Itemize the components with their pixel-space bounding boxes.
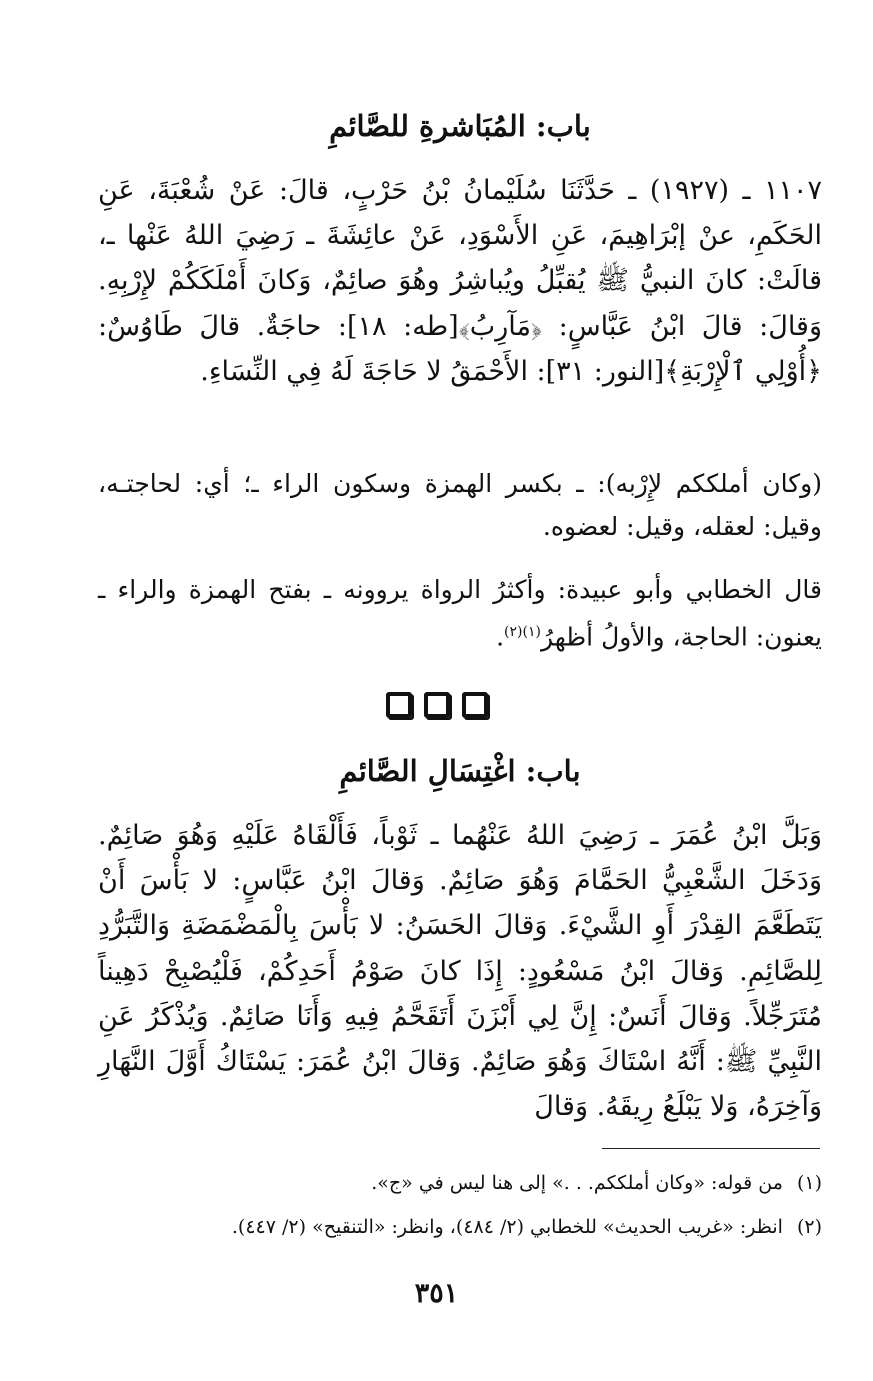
footnote-1	[98, 1168, 822, 1198]
footnote-divider	[602, 1148, 820, 1149]
commentary-paragraph-1: (وكان أملككم لإِرْبه): ـ بكسر الهمزة وسكون الراء ـ؛ أي: لحاجتـه، وقيل: لعقله، وقيل: لعضوه.	[98, 469, 822, 541]
bab-label: باب:	[525, 754, 581, 788]
footnote-number: (١)	[796, 1172, 822, 1194]
hadith-paragraph: ١١٠٧ ـ (١٩٢٧) ـ حَدَّثَنَا سُلَيْمانُ بْنُ حَرْبٍ، قالَ: عَنْ شُعْبَةَ، عَنِ الحَكَمِ، عنْ إبْرَاهِيمَ، عَنِ الأَسْوَدِ، عَنْ عائِشَةَ ـ رَضِيَ اللهُ عَنْها ـ، قالَتْ: كانَ النبيُّ ﷺ يُقبِّلُ ويُباشِرُ وهُوَ صائِمٌ، وَكانَ أَمْلَكَكُمْ لإِرْبِهِ. وَقالَ: قالَ ابْنُ عَبَّاسٍ: ﴿مَآرِبُ﴾[طه: ١٨]: حاجَةٌ. قالَ طَاوُسٌ: ﴿أُوْلِي ٱلْإِرْبَةِ﴾[النور: ٣١]: الأَحْمَقُ لا حَاجَةَ لَهُ فِي النِّسَاءِ.	[98, 175, 823, 387]
commentary-paragraph-2	[98, 568, 822, 658]
section-separator	[0, 692, 873, 722]
chapter-heading-ightisal	[100, 751, 820, 791]
section-text-paragraph: وَبَلَّ ابْنُ عُمَرَ ـ رَضِيَ اللهُ عَنْهُما ـ ثَوْباً، فَأَلْقَاهُ عَلَيْهِ وَهُوَ صَائِمٌ. وَدَخَلَ الشَّعْبِيُّ الحَمَّامَ وَهُوَ صَائِمٌ. وَقالَ ابْنُ عَبَّاسٍ: لا بَأْسَ أَنْ يَتَطَعَّمَ القِدْرَ أَوِ الشَّيْءَ. وَقالَ الحَسَنُ: لا بَأْسَ بِالْمَضْمَضَةِ وَالتَّبَرُّدِ لِلصَّائِمِ. وَقالَ ابْنُ مَسْعُودٍ: إِذَا كانَ صَوْمُ أَحَدِكُمْ، فَلْيُصْبِحْ دَهِيناً مُتَرَجِّلاً. وَقالَ أَنَسٌ: إِنَّ لِي أَبْزَنَ أَتَقَحَّمُ فِيهِ وَأَنَا صَائِمٌ. وَيُذْكَرُ عَنِ النَّبِيِّ ﷺ: أَنَّهُ اسْتَاكَ وَهُوَ صَائِمٌ. وَقالَ ابْنُ عُمَرَ: يَسْتَاكُ أَوَّلَ النَّهَارِ وَآخِرَهُ، وَلا يَبْلَعُ رِيقَهُ. وَقالَ	[98, 820, 822, 1123]
footnote-2	[98, 1212, 822, 1242]
separator-square-icon	[386, 692, 412, 718]
separator-square-icon	[462, 692, 488, 718]
chapter-title: المُبَاشرةِ للصَّائمِ	[329, 109, 526, 143]
separator-square-icon	[424, 692, 450, 718]
page-number: ٣٥١	[414, 1278, 459, 1309]
footnote-text: انظر: «غريب الحديث» للخطابي (٢/ ٤٨٤)، وانظر: «التنقيح» (٢/ ٤٤٧).	[231, 1216, 783, 1238]
chapter-title: اغْتِسَالِ الصَّائمِ	[339, 754, 516, 788]
bab-label: باب:	[535, 109, 591, 143]
footnote-refs: (١)(٢)	[504, 624, 541, 640]
footnote-number: (٢)	[796, 1216, 822, 1238]
commentary-end: .	[496, 622, 505, 652]
footnote-text: من قوله: «وكان أملككم. . .» إلى هنا ليس في «ج».	[371, 1172, 783, 1194]
chapter-heading-mubashara	[100, 106, 820, 146]
commentary-text: قال الخطابي وأبو عبيدة: وأكثرُ الرواة يروونه ـ بفتح الهمزة والراء ـ يعنون: الحاجة، والأولُ أظهرُ	[98, 575, 822, 652]
